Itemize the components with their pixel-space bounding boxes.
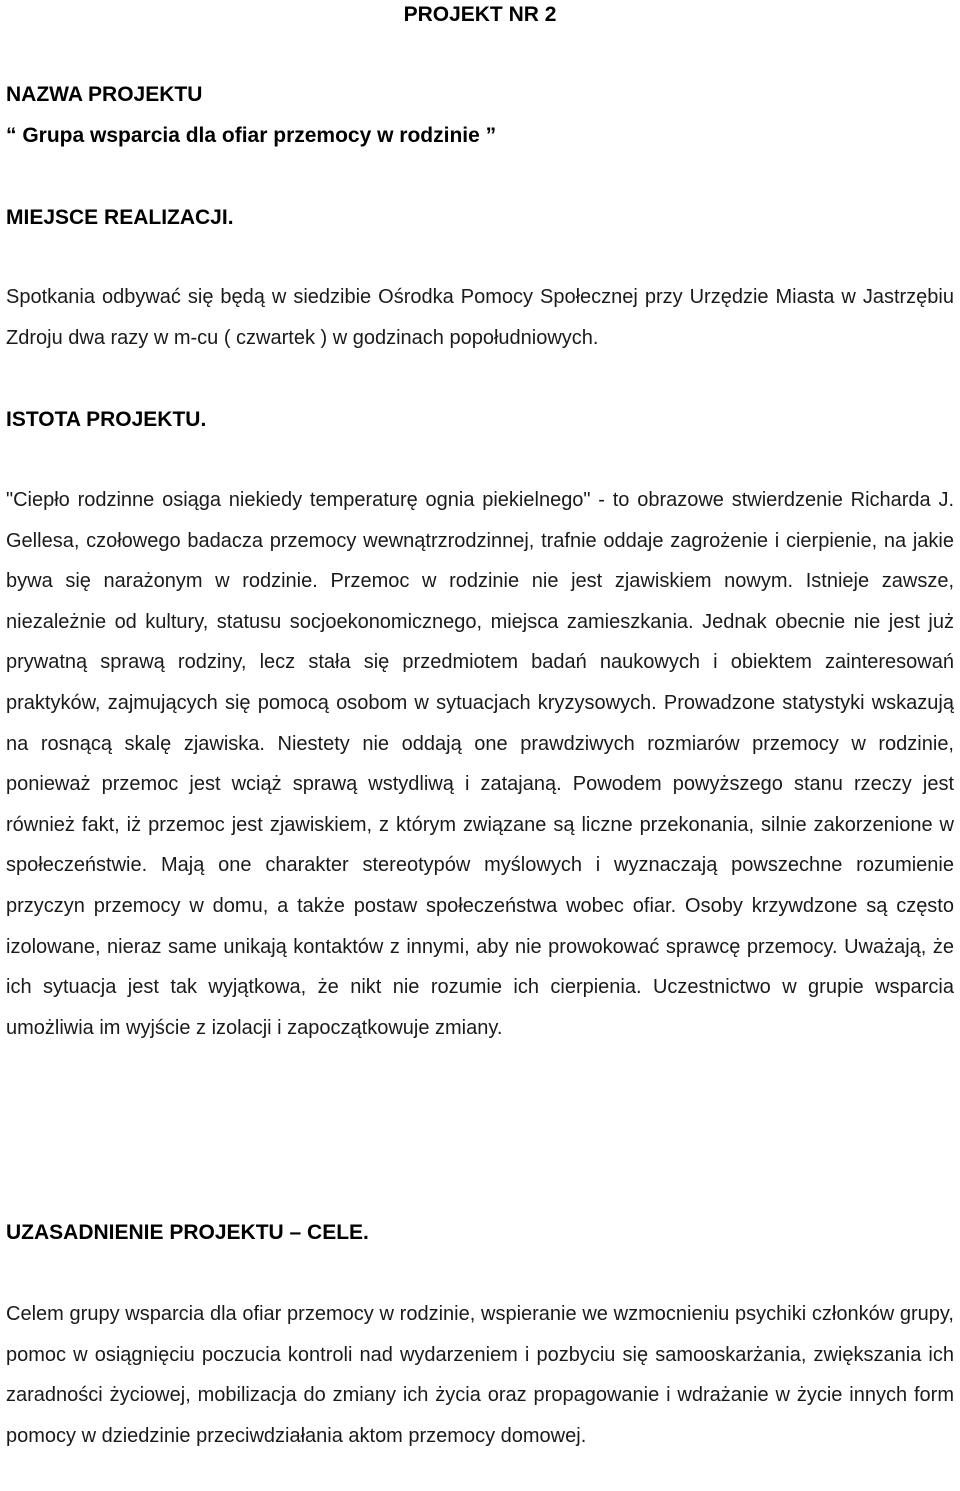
location-heading: MIEJSCE REALIZACJI. [6, 206, 234, 229]
essence-heading: ISTOTA PROJEKTU. [6, 408, 207, 431]
location-text: Spotkania odbywać się będą w siedzibie Ośrodka Pomocy Społecznej przy Urzędzie Miasta w Jastrzębiu Zdroju dwa razy w m-cu ( czwartek ) w godzinach popołudniowych. [6, 286, 954, 349]
document-title: PROJEKT NR 2 [403, 3, 557, 26]
name-heading: NAZWA PROJEKTU [6, 83, 203, 106]
rationale-heading: UZASADNIENIE PROJEKTU – CELE. [6, 1221, 369, 1244]
essence-text: "Ciepło rodzinne osiąga niekiedy temperaturę ognia piekielnego" - to obrazowe stwierdzenie Richarda J. Gellesa, czołowego badacza przemocy wewnątrzrodzinnej, trafnie oddaje zagrożenie i cierpienie, na jakie bywa się narażonym w rodzinie. Przemoc w rodzinie nie jest zjawiskiem nowym. Istnieje zawsze, niezależnie od kultury, statusu socjoekonomicznego, miejsca zamieszkania. Jednak obecnie nie jest już prywatną sprawą rodziny, lecz stała się przedmiotem badań naukowych i obiektem zainteresowań praktyków, zajmujących się pomocą osobom w sytuacjach kryzysowych. Prowadzone statystyki wskazują na rosnącą skalę zjawiska. Niestety nie oddają one prawdziwych rozmiarów przemocy w rodzinie, ponieważ przemoc jest wciąż sprawą wstydliwą i zatajaną. Powodem powyższego stanu rzeczy jest również fakt, iż przemoc jest zjawiskiem, z którym związane są liczne przekonania, silnie zakorzenione w społeczeństwie. Mają one charakter stereotypów myślowych i wyznaczają powszechne rozumienie przyczyn przemocy w domu, a także postaw społeczeństwa wobec ofiar. Osoby krzywdzone są często izolowane, nieraz same unikają kontaktów z innymi, aby nie prowokować sprawcę przemocy. Uważają, że ich sytuacja jest tak wyjątkowa, że nikt nie rozumie ich cierpienia. Uczestnictwo w grupie wsparcia umożliwia im wyjście z izolacji i zapoczątkowuje zmiany. [6, 489, 954, 1039]
rationale-text: Celem grupy wsparcia dla ofiar przemocy w rodzinie, wspieranie we wzmocnieniu psychiki członków grupy, pomoc w osiągnięciu poczucia kontroli nad wydarzeniem i pozbyciu się samooskarżania, zwiększania ich zaradności życiowej, mobilizacja do zmiany ich życia oraz propagowanie i wdrażanie w życie innych form pomocy w dziedzinie przeciwdziałania aktom przemocy domowej. [6, 1303, 954, 1447]
project-name: “ Grupa wsparcia dla ofiar przemocy w rodzinie ” [6, 124, 497, 147]
